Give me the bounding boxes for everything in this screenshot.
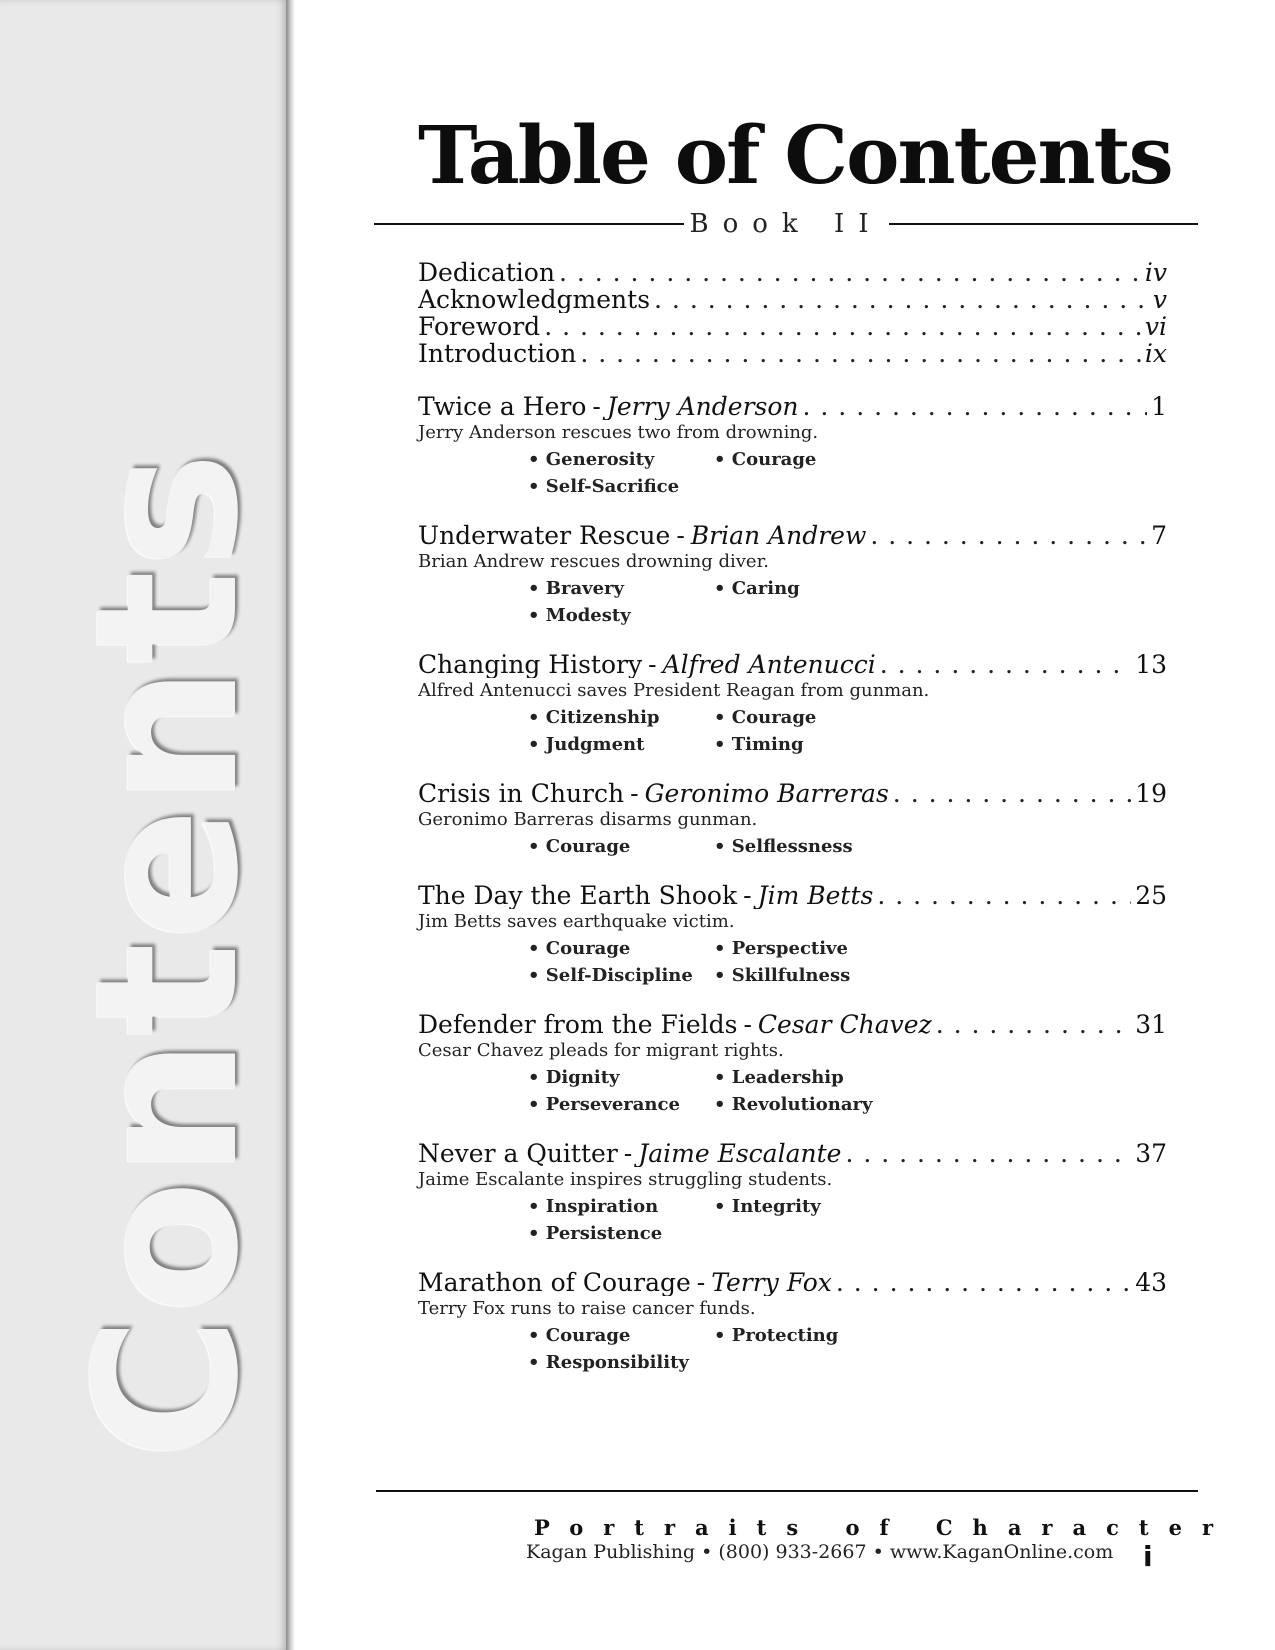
toc-page-number: ix bbox=[1144, 340, 1167, 367]
sidebar-contents-word: Contents bbox=[54, 449, 282, 1461]
toc-entry-person: Alfred Antenucci bbox=[662, 651, 876, 678]
page-number: i bbox=[1143, 1540, 1153, 1573]
toc-dot-leader bbox=[880, 651, 1131, 678]
toc-entry bbox=[418, 393, 1167, 500]
toc-entry-heading bbox=[418, 651, 1167, 678]
story-entries bbox=[418, 393, 1167, 1376]
trait-tag: • Citizenship bbox=[528, 704, 714, 731]
trait-tag: • Protecting bbox=[714, 1322, 914, 1349]
toc-page-number: 43 bbox=[1135, 1269, 1167, 1296]
toc-page-number: 19 bbox=[1135, 780, 1167, 807]
trait-tag: • Self-Sacrifice bbox=[528, 473, 714, 500]
trait-tag: • Caring bbox=[714, 575, 914, 602]
trait-tag: • Courage bbox=[528, 935, 714, 962]
toc-entry-traits bbox=[528, 1064, 1167, 1118]
toc-dot-leader bbox=[544, 313, 1141, 340]
toc-entry-person: Cesar Chavez bbox=[757, 1011, 932, 1038]
trait-tag: • Skillfulness bbox=[714, 962, 914, 989]
toc-entry-title: Twice a Hero bbox=[418, 393, 587, 420]
toc-page-number: v bbox=[1152, 286, 1167, 313]
toc-entry-separator: - bbox=[696, 1269, 706, 1296]
toc-page-number: 31 bbox=[1135, 1011, 1167, 1038]
trait-tag: • Modesty bbox=[528, 602, 714, 629]
toc-dot-leader bbox=[654, 286, 1149, 313]
toc-entry-heading bbox=[418, 1011, 1167, 1038]
toc-entry bbox=[418, 1269, 1167, 1376]
toc-front-matter-row bbox=[418, 286, 1167, 313]
toc-entry-person: Jaime Escalante bbox=[638, 1140, 842, 1167]
toc-dot-leader bbox=[893, 780, 1131, 807]
toc-entry-separator: - bbox=[676, 522, 685, 549]
front-matter-list bbox=[418, 259, 1167, 367]
subtitle-row bbox=[374, 209, 1198, 239]
toc-entry-person: Brian Andrew bbox=[690, 522, 867, 549]
toc-front-matter-label: Introduction bbox=[418, 340, 577, 367]
trait-tag: • Timing bbox=[714, 731, 914, 758]
toc-entry-separator: - bbox=[743, 882, 752, 909]
footer-series-title: Portraits of Character bbox=[534, 1515, 1234, 1540]
trait-tag: • Selflessness bbox=[714, 833, 914, 860]
trait-tag: • Integrity bbox=[714, 1193, 914, 1220]
toc-entry-description: Jaime Escalante inspires struggling students. bbox=[418, 1169, 833, 1190]
toc-page-number: 37 bbox=[1135, 1140, 1167, 1167]
toc-entry-person: Geronimo Barreras bbox=[644, 780, 889, 807]
toc-dot-leader bbox=[580, 340, 1141, 367]
toc-dot-leader bbox=[803, 393, 1148, 420]
toc-entry bbox=[418, 1140, 1167, 1247]
toc-entry-traits bbox=[528, 1322, 1167, 1376]
toc-entry-description: Geronimo Barreras disarms gunman. bbox=[418, 809, 758, 830]
trait-tag: • Persistence bbox=[528, 1220, 714, 1247]
page-title: Table of Contents bbox=[418, 108, 1172, 202]
trait-tag: • Judgment bbox=[528, 731, 714, 758]
subtitle-rule-right bbox=[889, 223, 1199, 225]
toc-entry-traits bbox=[528, 575, 1167, 629]
toc-entry-traits bbox=[528, 833, 1167, 860]
toc-entry bbox=[418, 780, 1167, 860]
toc-page-number: iv bbox=[1144, 259, 1167, 286]
toc-entry-separator: - bbox=[743, 1011, 752, 1038]
trait-tag: • Inspiration bbox=[528, 1193, 714, 1220]
trait-tag: • Revolutionary bbox=[714, 1091, 914, 1118]
toc-page-number: 13 bbox=[1135, 651, 1167, 678]
trait-tag: • Leadership bbox=[714, 1064, 914, 1091]
toc-dot-leader bbox=[936, 1011, 1132, 1038]
toc-dot-leader bbox=[836, 1269, 1131, 1296]
toc-front-matter-label: Foreword bbox=[418, 313, 541, 340]
toc-entry-separator: - bbox=[592, 393, 601, 420]
toc-dot-leader bbox=[877, 882, 1131, 909]
toc-entry-title: Never a Quitter bbox=[418, 1140, 618, 1167]
trait-tag: • Courage bbox=[714, 704, 914, 731]
toc-page-number: 7 bbox=[1151, 522, 1167, 549]
toc-entry-title: Changing History bbox=[418, 651, 643, 678]
subtitle-rule-left bbox=[374, 223, 684, 225]
toc-entry-heading bbox=[418, 1269, 1167, 1296]
toc-entry-traits bbox=[528, 704, 1167, 758]
toc-entry-description: Jerry Anderson rescues two from drowning. bbox=[418, 422, 819, 443]
toc-page-number: 25 bbox=[1135, 882, 1167, 909]
toc-entry bbox=[418, 522, 1167, 629]
sidebar-edge-shadow bbox=[286, 0, 295, 1650]
toc-entry-traits bbox=[528, 446, 1167, 500]
toc-front-matter-row bbox=[418, 313, 1167, 340]
toc-page-number: 1 bbox=[1151, 393, 1167, 420]
toc-entry bbox=[418, 1011, 1167, 1118]
toc-entry bbox=[418, 651, 1167, 758]
toc-entry-title: Marathon of Courage bbox=[418, 1269, 691, 1296]
book-label: Book II bbox=[689, 209, 883, 239]
toc-front-matter-label: Acknowledgments bbox=[418, 286, 651, 313]
toc-page-number: vi bbox=[1144, 313, 1167, 340]
footer-publisher-info: Kagan Publishing • (800) 933-2667 • www.KaganOnline.com bbox=[526, 1541, 1114, 1563]
toc-entry-title: Crisis in Church bbox=[418, 780, 625, 807]
trait-tag: • Generosity bbox=[528, 446, 714, 473]
toc-entry-heading bbox=[418, 882, 1167, 909]
toc-entry-separator: - bbox=[648, 651, 657, 678]
trait-tag: • Dignity bbox=[528, 1064, 714, 1091]
trait-tag: • Bravery bbox=[528, 575, 714, 602]
toc-entry-description: Cesar Chavez pleads for migrant rights. bbox=[418, 1040, 784, 1061]
toc-entry-title: The Day the Earth Shook bbox=[418, 882, 738, 909]
table-of-contents bbox=[418, 259, 1167, 1398]
trait-tag: • Courage bbox=[528, 833, 714, 860]
toc-entry-person: Jim Betts bbox=[757, 882, 874, 909]
toc-entry-person: Jerry Anderson bbox=[606, 393, 799, 420]
toc-entry bbox=[418, 882, 1167, 989]
toc-entry-separator: - bbox=[623, 1140, 633, 1167]
toc-entry-description: Brian Andrew rescues drowning diver. bbox=[418, 551, 769, 572]
trait-tag: • Responsibility bbox=[528, 1349, 714, 1376]
toc-entry-person: Terry Fox bbox=[711, 1269, 832, 1296]
toc-entry-description: Terry Fox runs to raise cancer funds. bbox=[418, 1298, 756, 1319]
toc-entry-traits bbox=[528, 935, 1167, 989]
toc-entry-title: Underwater Rescue bbox=[418, 522, 671, 549]
toc-entry-heading bbox=[418, 393, 1167, 420]
toc-dot-leader bbox=[845, 1140, 1131, 1167]
toc-entry-description: Jim Betts saves earthquake victim. bbox=[418, 911, 735, 932]
toc-entry-heading bbox=[418, 1140, 1167, 1167]
trait-tag: • Courage bbox=[528, 1322, 714, 1349]
toc-front-matter-label: Dedication bbox=[418, 259, 555, 286]
toc-entry-title: Defender from the Fields bbox=[418, 1011, 738, 1038]
trait-tag: • Self-Discipline bbox=[528, 962, 714, 989]
trait-tag: • Perseverance bbox=[528, 1091, 714, 1118]
toc-front-matter-row bbox=[418, 340, 1167, 367]
toc-front-matter-row bbox=[418, 259, 1167, 286]
toc-entry-traits bbox=[528, 1193, 1167, 1247]
toc-dot-leader bbox=[559, 259, 1141, 286]
toc-entry-heading bbox=[418, 780, 1167, 807]
trait-tag: • Courage bbox=[714, 446, 914, 473]
footer-rule bbox=[376, 1490, 1198, 1492]
toc-entry-separator: - bbox=[630, 780, 639, 807]
toc-entry-description: Alfred Antenucci saves President Reagan from gunman. bbox=[418, 680, 930, 701]
trait-tag: • Perspective bbox=[714, 935, 914, 962]
toc-entry-heading bbox=[418, 522, 1167, 549]
toc-dot-leader bbox=[870, 522, 1147, 549]
